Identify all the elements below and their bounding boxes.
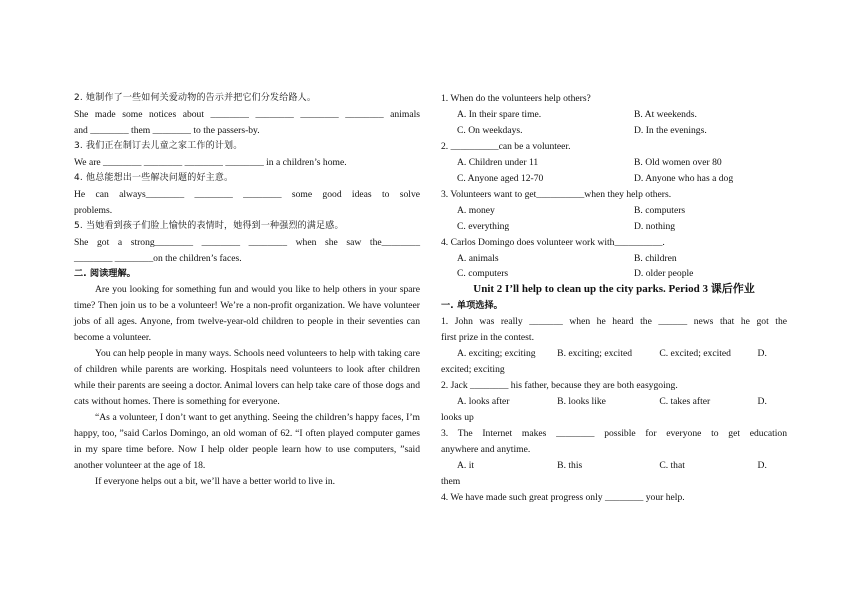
mc-question-4: 4. We have made such great progress only ________ your help. bbox=[441, 491, 685, 503]
reading-question-3-options bbox=[441, 203, 787, 219]
mc-question-2-options bbox=[441, 394, 787, 410]
section-multiple-choice-title: 一. 单项选择。 bbox=[441, 300, 503, 312]
option-c: C. that bbox=[659, 459, 685, 471]
q4-english-line2: problems. bbox=[74, 204, 113, 216]
option-c: C. excited; excited bbox=[659, 348, 731, 360]
reading-question-1-options bbox=[441, 107, 787, 123]
option-c: C. computers bbox=[457, 268, 509, 280]
left-column bbox=[74, 91, 420, 490]
mc-question-1-line2: first prize in the contest. bbox=[441, 332, 534, 344]
reading-question-3: 3. Volunteers want to get__________when they help others. bbox=[441, 188, 672, 200]
reading-question-1-options-row2 bbox=[441, 123, 787, 139]
mc-question-2-option-d-text: looks up bbox=[441, 412, 474, 424]
reading-question-3-options-row2 bbox=[441, 219, 787, 235]
option-a: A. Children under 11 bbox=[457, 156, 539, 168]
option-a: A. animals bbox=[457, 252, 499, 264]
passage-paragraph-2: You can help people in many ways. Schools need volunteers to help with taking care of children while parents are working. Hospitals need volunteers to look after children while their parents are seeing a doctor. Animal lovers can help take care of those dogs and cats without homes. There is something for everyone. bbox=[74, 348, 420, 408]
option-b: B. exciting; excited bbox=[557, 348, 633, 360]
mc-question-2: 2. Jack ________ his father, because they are both easygoing. bbox=[441, 380, 678, 392]
option-c: C. Anyone aged 12-70 bbox=[457, 172, 544, 184]
option-b: B. computers bbox=[634, 204, 686, 216]
option-d: D. bbox=[757, 348, 767, 360]
option-a: A. money bbox=[457, 204, 495, 216]
option-d: D. bbox=[757, 459, 767, 471]
q4-english-line1: He can always________ ________ ________ some good ideas to solve bbox=[74, 188, 420, 200]
option-d: D. nothing bbox=[634, 220, 676, 232]
option-b: B. children bbox=[634, 252, 677, 264]
reading-question-4-options bbox=[441, 251, 787, 267]
option-b: B. At weekends. bbox=[634, 108, 697, 120]
option-b: B. Old women over 80 bbox=[634, 156, 722, 168]
q2-chinese: 2. 她制作了一些如何关爱动物的告示并把它们分发给路人。 bbox=[74, 93, 317, 103]
option-b: B. looks like bbox=[557, 396, 606, 408]
reading-question-2-options bbox=[441, 155, 787, 171]
option-a: A. it bbox=[457, 459, 475, 471]
reading-question-2: 2. __________can be a volunteer. bbox=[441, 140, 571, 152]
reading-question-2-options-row2 bbox=[441, 171, 787, 187]
reading-question-1: 1. When do the volunteers help others? bbox=[441, 93, 591, 104]
option-a: A. looks after bbox=[457, 396, 510, 408]
q5-chinese: 5. 当她看到孩子们脸上愉快的表情时，她得到一种强烈的满足感。 bbox=[74, 220, 344, 231]
reading-question-4: 4. Carlos Domingo does volunteer work with__________. bbox=[441, 236, 665, 248]
mc-question-3-line2: anywhere and anytime. bbox=[441, 443, 531, 455]
passage-paragraph-3: “As a volunteer, I don’t want to get anything. Seeing the children’s happy faces, I’m happy, too, ”said Carlos Domingo, an old woman of 62. “I often played computer games in my spare time before. Now I help older people learn how to use computers, ”said another volunteer at the age of 18. bbox=[74, 412, 420, 471]
mc-question-3-option-d-text: them bbox=[441, 475, 461, 487]
q3-english: We are ________ ________ ________ ________ in a children’s home. bbox=[74, 156, 347, 168]
section-reading-title: 二. 阅读理解。 bbox=[74, 268, 136, 280]
option-d: D. bbox=[757, 396, 767, 408]
q4-chinese: 4. 他总能想出一些解决问题的好主意。 bbox=[74, 172, 234, 183]
passage-paragraph-1: Are you looking for something fun and would you like to help others in your spare time? Then join us to be a volunteer! We’re a non-profit organization. We have volunteer jobs of all ages. Anyone, from twelve-year-old children to people in their seventies can become a volunteer. bbox=[74, 284, 420, 344]
option-c: C. takes after bbox=[659, 396, 711, 408]
mc-question-3-options bbox=[441, 458, 787, 474]
mc-question-1-options bbox=[441, 346, 787, 362]
reading-question-4-options-row2 bbox=[441, 266, 787, 282]
mc-question-3-line1: 3. The Internet makes ________ possible for everyone to get education bbox=[441, 428, 787, 440]
q2-english-line1: She made some notices about ________ ________ ________ ________ animals bbox=[74, 108, 420, 120]
option-d: D. Anyone who has a dog bbox=[634, 172, 734, 184]
unit-title: Unit 2 I’ll help to clean up the city parks. Period 3 课后作业 bbox=[473, 283, 755, 296]
q5-english-line2: ________ ________on the children’s faces. bbox=[74, 252, 242, 264]
right-column bbox=[441, 91, 787, 506]
option-d: D. older people bbox=[634, 268, 694, 280]
option-d: D. In the evenings. bbox=[634, 124, 707, 136]
option-a: A. In their spare time. bbox=[457, 108, 542, 120]
option-a: A. exciting; exciting bbox=[457, 348, 536, 360]
option-c: C. everything bbox=[457, 220, 510, 232]
option-c: C. On weekdays. bbox=[457, 124, 523, 136]
passage-paragraph-4: If everyone helps out a bit, we’ll have a better world to live in. bbox=[95, 475, 336, 487]
q3-chinese: 3. 我们正在制订去儿童之家工作的计划。 bbox=[74, 140, 243, 151]
mc-question-1-line1: 1. John was really _______ when he heard the ______ news that he got the bbox=[441, 316, 787, 328]
q5-english-line1: She got a strong________ ________ ________ when she saw the________ bbox=[74, 236, 420, 248]
q2-english-line2: and ________ them ________ to the passers-by. bbox=[74, 124, 260, 136]
mc-question-1-option-d-text: excited; exciting bbox=[441, 364, 505, 376]
option-b: B. this bbox=[557, 459, 583, 471]
